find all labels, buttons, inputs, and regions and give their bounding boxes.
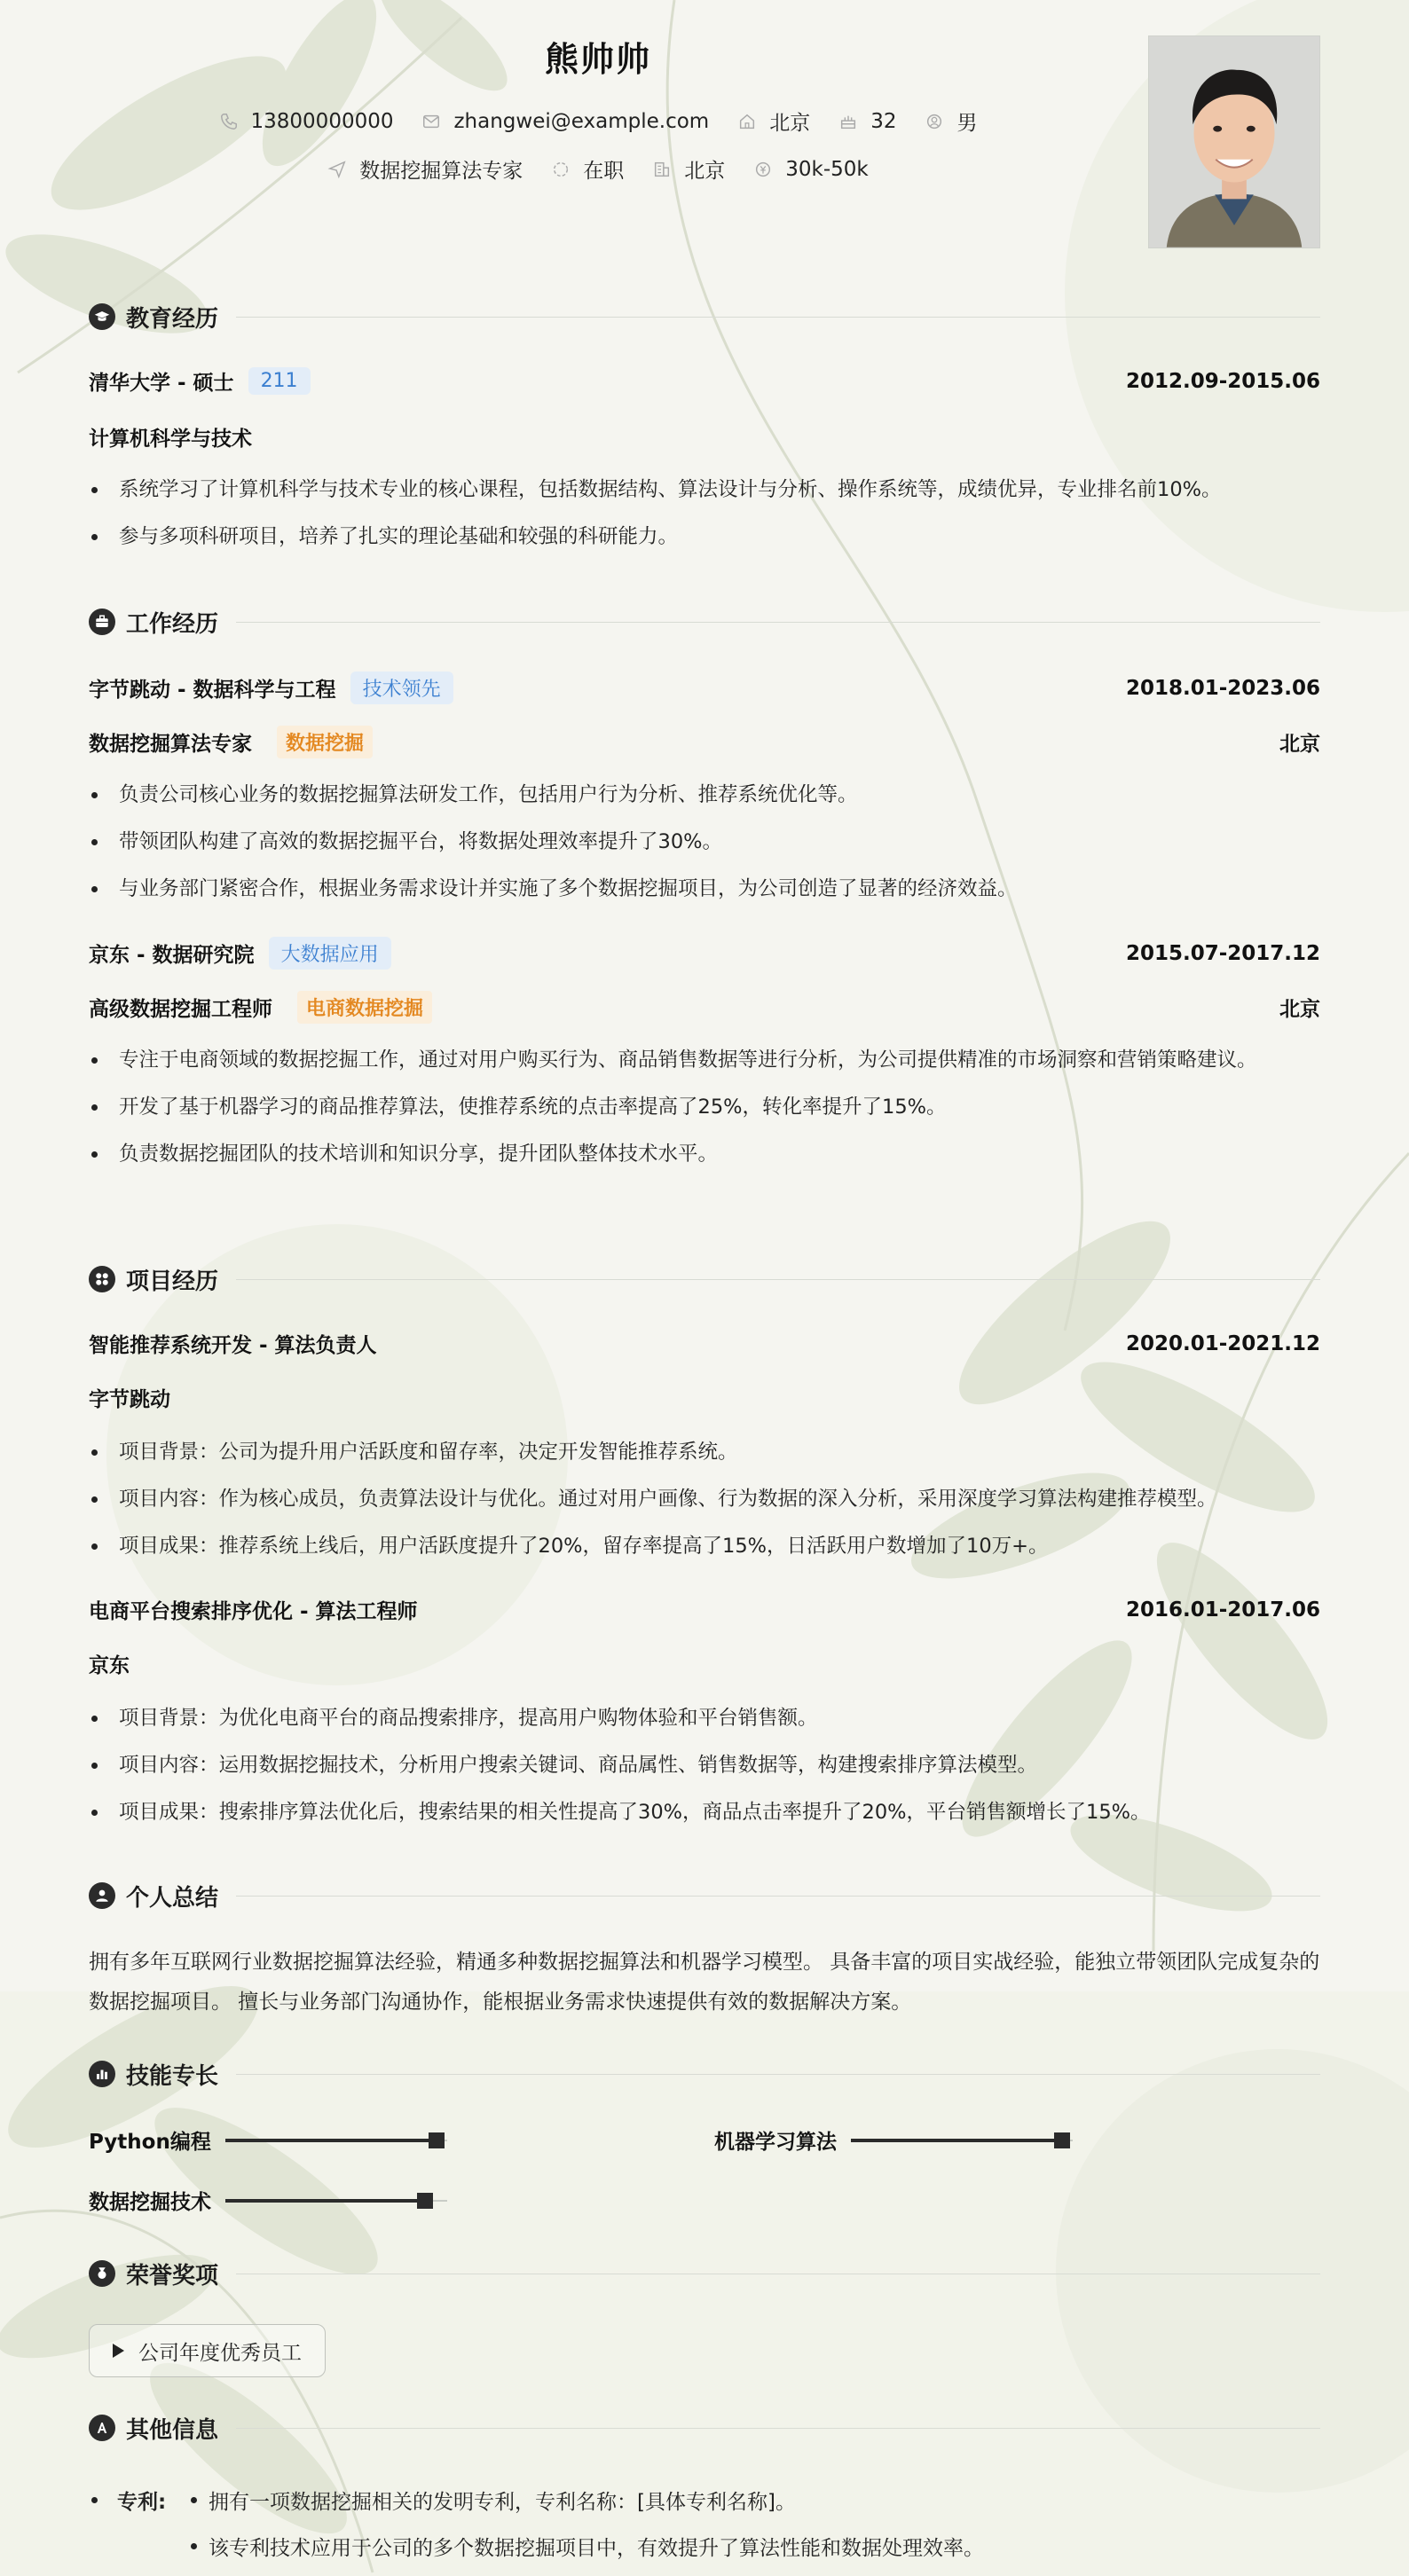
list-item: 项目成果：搜索排序算法优化后，搜索结果的相关性提高了30%，商品点击率提升了20%，平台销售额增长了15%。 bbox=[89, 1796, 1320, 1828]
position-tag: 数据挖掘 bbox=[277, 726, 373, 758]
project-name: 电商平台搜索排序优化 - 算法工程师 bbox=[89, 1600, 418, 1623]
skill-name: 机器学习算法 bbox=[714, 2131, 837, 2154]
gender-info bbox=[925, 106, 977, 136]
other-label: 专利: bbox=[117, 2490, 167, 2514]
award-text: 公司年度优秀员工 bbox=[138, 2341, 302, 2365]
list-item: 专注于电商领域的数据挖掘工作，通过对用户购买行为、商品销售数据等进行分析，为公司提供精准的市场洞察和营销策略建议。 bbox=[89, 1044, 1320, 1076]
list-item: 开发了基于机器学习的商品推荐算法，使推荐系统的点击率提高了25%，转化率提升了15%。 bbox=[89, 1091, 1320, 1123]
company-name: 京东 - 数据研究院 bbox=[89, 944, 255, 967]
mail-icon bbox=[421, 112, 441, 131]
list-item: 项目内容：运用数据挖掘技术，分析用户搜索关键词、商品属性、销售数据等，构建搜索排序算法模型。 bbox=[89, 1749, 1320, 1781]
list-item: 项目内容：作为核心成员，负责算法设计与优化。通过对用户画像、行为数据的深入分析，采用深度学习算法构建推荐模型。 bbox=[89, 1483, 1320, 1515]
location-text: 北京 bbox=[769, 112, 811, 135]
major-name: 计算机科学与技术 bbox=[89, 428, 252, 451]
salary-info bbox=[753, 158, 868, 181]
phone-text: 13800000000 bbox=[250, 109, 394, 133]
section-education-title: 教育经历 bbox=[126, 305, 219, 333]
position-name: 高级数据挖掘工程师 bbox=[89, 998, 272, 1021]
project-name: 智能推荐系统开发 - 算法负责人 bbox=[89, 1334, 377, 1357]
position-tag: 电商数据挖掘 bbox=[297, 991, 432, 1024]
phone-info bbox=[219, 110, 394, 133]
phone-icon bbox=[219, 112, 239, 131]
education-date: 2012.09-2015.06 bbox=[1125, 369, 1320, 393]
section-summary-title: 个人总结 bbox=[126, 1884, 219, 1912]
work-date: 2015.07-2017.12 bbox=[1125, 941, 1320, 965]
school-name: 清华大学 - 硕士 bbox=[89, 372, 234, 395]
money-icon bbox=[753, 160, 773, 179]
email-text: zhangwei@example.com bbox=[453, 109, 710, 133]
company-tag: 大数据应用 bbox=[269, 937, 391, 970]
company-name: 字节跳动 - 数据科学与工程 bbox=[89, 679, 336, 702]
list-item: 项目背景：为优化电商平台的商品搜索排序，提高用户购物体验和平台销售额。 bbox=[89, 1702, 1320, 1734]
project-date: 2016.01-2017.06 bbox=[1125, 1598, 1320, 1622]
project-date: 2020.01-2021.12 bbox=[1125, 1331, 1320, 1355]
section-awards-title: 荣誉奖项 bbox=[126, 2262, 219, 2289]
age-info bbox=[838, 110, 896, 133]
section-projects-title: 项目经历 bbox=[126, 1268, 219, 1295]
other-line: 拥有一项数据挖掘相关的发明专利，专利名称：[具体专利名称]。 bbox=[209, 2490, 796, 2514]
section-skills-title: 技能专长 bbox=[126, 2062, 219, 2090]
section-other-title: 其他信息 bbox=[126, 2416, 219, 2444]
job-intent-row bbox=[0, 154, 1196, 184]
send-icon bbox=[327, 160, 347, 179]
target-city-text: 北京 bbox=[684, 160, 726, 183]
status-icon bbox=[551, 160, 571, 179]
summary-text: 拥有多年互联网行业数据挖掘算法经验，精通多种数据挖掘算法和机器学习模型。 具备丰富的项目实战经验，能独立带领团队完成复杂的数据挖掘项目。 擅长与业务部门沟通协作，能根据业务需求快速提供有效的数据解决方案。 bbox=[89, 1951, 1320, 2014]
project-company: 京东 bbox=[89, 1654, 130, 1677]
age-text: 32 bbox=[870, 109, 897, 133]
resume-name: 熊帅帅 bbox=[544, 40, 651, 79]
target-job-text: 数据挖掘算法专家 bbox=[359, 160, 523, 183]
salary-text: 30k-50k bbox=[785, 157, 869, 181]
building-icon bbox=[652, 160, 672, 179]
other-line: 该专利技术应用于公司的多个数据挖掘项目中，有效提升了算法性能和数据处理效率。 bbox=[209, 2536, 984, 2560]
list-item: 负责数据挖掘团队的技术培训和知识分享，提升团队整体技术水平。 bbox=[89, 1138, 1320, 1170]
gender-icon bbox=[925, 112, 944, 131]
target-job-info bbox=[327, 154, 523, 184]
status-text: 在职 bbox=[583, 160, 625, 183]
project-company: 字节跳动 bbox=[89, 1388, 170, 1411]
list-item: 系统学习了计算机科学与技术专业的核心课程，包括数据结构、算法设计与分析、操作系统等，成绩优异，专业排名前10%。 bbox=[89, 474, 1320, 506]
cake-icon bbox=[838, 112, 858, 131]
gender-text: 男 bbox=[956, 112, 978, 135]
position-name: 数据挖掘算法专家 bbox=[89, 733, 252, 756]
target-city-info bbox=[652, 154, 725, 184]
list-item: 带领团队构建了高效的数据挖掘平台，将数据处理效率提升了30%。 bbox=[89, 826, 1320, 858]
contact-row bbox=[0, 106, 1196, 136]
skill-name: Python编程 bbox=[89, 2131, 211, 2154]
email-info bbox=[421, 110, 709, 133]
list-item: 项目背景：公司为提升用户活跃度和留存率，决定开发智能推荐系统。 bbox=[89, 1436, 1320, 1468]
work-city: 北京 bbox=[1279, 998, 1320, 1021]
location-info bbox=[737, 106, 810, 136]
school-tag: 211 bbox=[248, 367, 311, 395]
skill-name: 数据挖掘技术 bbox=[89, 2191, 211, 2214]
work-city: 北京 bbox=[1279, 733, 1320, 756]
list-item: 负责公司核心业务的数据挖掘算法研发工作，包括用户行为分析、推荐系统优化等。 bbox=[89, 779, 1320, 811]
section-work-title: 工作经历 bbox=[126, 610, 219, 638]
status-info bbox=[551, 154, 624, 184]
avatar bbox=[1148, 35, 1320, 248]
company-tag: 技术领先 bbox=[350, 671, 453, 704]
list-item: 项目成果：推荐系统上线后，用户活跃度提升了20%，留存率提高了15%，日活跃用户数增加了10万+。 bbox=[89, 1530, 1320, 1562]
list-item: 参与多项科研项目，培养了扎实的理论基础和较强的科研能力。 bbox=[89, 521, 1320, 553]
list-item: 与业务部门紧密合作，根据业务需求设计并实施了多个数据挖掘项目，为公司创造了显著的经济效益。 bbox=[89, 873, 1320, 905]
home-icon bbox=[737, 112, 757, 131]
work-date: 2018.01-2023.06 bbox=[1125, 676, 1320, 700]
